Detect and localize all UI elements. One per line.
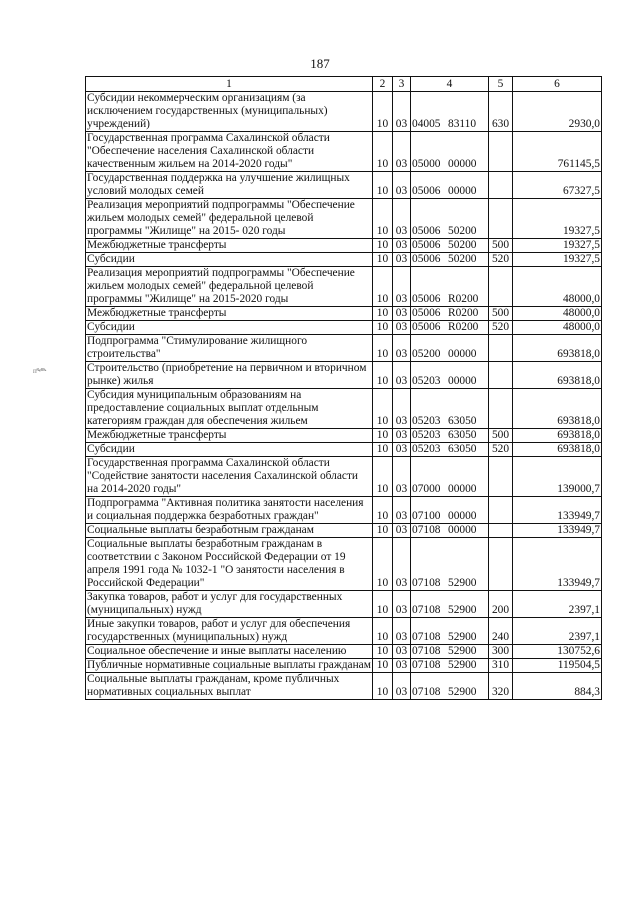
expense-type-cell: 630	[489, 92, 513, 132]
program-code: 05203	[412, 415, 441, 427]
direction-code: 52900	[448, 577, 477, 589]
program-code: 07100	[412, 510, 441, 522]
subsection-code-cell: 03	[393, 538, 411, 591]
amount-cell: 884,3	[513, 673, 602, 700]
row-name-cell: Государственная поддержка на улучшение жилищных условий молодых семей	[86, 172, 373, 199]
section-code-cell: 10	[373, 457, 393, 497]
section-code-cell: 10	[373, 321, 393, 335]
section-code-cell: 10	[373, 132, 393, 172]
subsection-code-cell: 03	[393, 524, 411, 538]
column-header: 3	[393, 77, 411, 92]
amount-cell: 2397,1	[513, 591, 602, 618]
row-name-cell: Подпрограмма "Активная политика занятости населения и социальная поддержка безработных граждан"	[86, 497, 373, 524]
table-row	[86, 497, 602, 524]
target-article-cell	[411, 239, 489, 253]
subsection-code-cell: 03	[393, 321, 411, 335]
table-row	[86, 591, 602, 618]
amount-cell: 19327,5	[513, 199, 602, 239]
section-code-cell: 10	[373, 673, 393, 700]
row-name-cell: Социальное обеспечение и иные выплаты населению	[86, 645, 373, 659]
subsection-code-cell: 03	[393, 673, 411, 700]
row-name-cell: Субсидии	[86, 443, 373, 457]
direction-code: 52900	[448, 645, 477, 657]
amount-cell: 48000,0	[513, 307, 602, 321]
subsection-code-cell: 03	[393, 457, 411, 497]
target-article-cell	[411, 267, 489, 307]
header-row	[86, 77, 602, 92]
target-article-cell	[411, 645, 489, 659]
target-article-cell	[411, 321, 489, 335]
section-code-cell: 10	[373, 591, 393, 618]
program-code: 07108	[412, 577, 441, 589]
expense-type-cell	[489, 389, 513, 429]
program-code: 05006	[412, 321, 441, 333]
section-code-cell: 10	[373, 538, 393, 591]
section-code-cell: 10	[373, 659, 393, 673]
amount-cell: 48000,0	[513, 321, 602, 335]
program-code: 05006	[412, 293, 441, 305]
section-code-cell: 10	[373, 618, 393, 645]
row-name-cell: Реализация мероприятий подпрограммы "Обеспечение жильем молодых семей" федеральной целевой программы "Жилище" на 2015-2020 годы	[86, 267, 373, 307]
program-code: 05006	[412, 253, 441, 265]
program-code: 05006	[412, 185, 441, 197]
direction-code: 63050	[448, 415, 477, 427]
section-code-cell: 10	[373, 335, 393, 362]
program-code: 05203	[412, 375, 441, 387]
amount-cell: 119504,5	[513, 659, 602, 673]
target-article-cell	[411, 307, 489, 321]
table-row	[86, 673, 602, 700]
subsection-code-cell: 03	[393, 659, 411, 673]
section-code-cell: 10	[373, 199, 393, 239]
row-name-cell: Субсидии некоммерческим организациям (за исключением государственных (муниципальных) учреждений)	[86, 92, 373, 132]
program-code: 05203	[412, 443, 441, 455]
program-code: 05006	[412, 225, 441, 237]
row-name-cell: Межбюджетные трансферты	[86, 239, 373, 253]
program-code: 07108	[412, 604, 441, 616]
row-name-cell: Государственная программа Сахалинской области "Содействие занятости населения Сахалинской области на 2014-2020 годы"	[86, 457, 373, 497]
row-name-cell: Социальные выплаты безработным гражданам	[86, 524, 373, 538]
direction-code: 00000	[448, 348, 477, 360]
row-name-cell: Субсидия муниципальным образованиям на предоставление социальных выплат отдельным категориям граждан для обеспечения жильем	[86, 389, 373, 429]
program-code: 07108	[412, 645, 441, 657]
expense-type-cell	[489, 457, 513, 497]
direction-code: 52900	[448, 631, 477, 643]
subsection-code-cell: 03	[393, 645, 411, 659]
expense-type-cell: 520	[489, 443, 513, 457]
section-code-cell: 10	[373, 429, 393, 443]
section-code-cell: 10	[373, 362, 393, 389]
expense-type-cell: 500	[489, 239, 513, 253]
row-name-cell: Социальные выплаты гражданам, кроме публичных нормативных социальных выплат	[86, 673, 373, 700]
expense-type-cell: 310	[489, 659, 513, 673]
direction-code: 00000	[448, 483, 477, 495]
target-article-cell	[411, 618, 489, 645]
table-row	[86, 335, 602, 362]
table-row	[86, 321, 602, 335]
program-code: 04005	[412, 118, 441, 130]
target-article-cell	[411, 389, 489, 429]
row-name-cell: Подпрограмма "Стимулирование жилищного строительства"	[86, 335, 373, 362]
direction-code: 63050	[448, 429, 477, 441]
subsection-code-cell: 03	[393, 132, 411, 172]
section-code-cell: 10	[373, 267, 393, 307]
amount-cell: 133949,7	[513, 497, 602, 524]
row-name-cell: Субсидии	[86, 253, 373, 267]
table-row	[86, 389, 602, 429]
section-code-cell: 10	[373, 92, 393, 132]
direction-code: 83110	[448, 118, 477, 130]
target-article-cell	[411, 253, 489, 267]
table-row	[86, 618, 602, 645]
program-code: 07108	[412, 659, 441, 671]
table-row	[86, 645, 602, 659]
row-name-cell: Реализация мероприятий подпрограммы "Обеспечение жильем молодых семей" федеральной целевой программы "Жилище" на 2015- 020 годы	[86, 199, 373, 239]
section-code-cell: 10	[373, 172, 393, 199]
target-article-cell	[411, 443, 489, 457]
amount-cell: 2397,1	[513, 618, 602, 645]
program-code: 07108	[412, 524, 441, 536]
subsection-code-cell: 03	[393, 199, 411, 239]
target-article-cell	[411, 362, 489, 389]
table-row	[86, 362, 602, 389]
direction-code: 00000	[448, 375, 477, 387]
row-name-cell: Субсидии	[86, 321, 373, 335]
target-article-cell	[411, 524, 489, 538]
amount-cell: 48000,0	[513, 267, 602, 307]
row-name-cell: Иные закупки товаров, работ и услуг для обеспечения государственных (муниципальных) нужд	[86, 618, 373, 645]
amount-cell: 133949,7	[513, 538, 602, 591]
direction-code: 00000	[448, 185, 477, 197]
expense-type-cell: 320	[489, 673, 513, 700]
amount-cell: 2930,0	[513, 92, 602, 132]
row-name-cell: Закупка товаров, работ и услуг для государственных (муниципальных) нужд	[86, 591, 373, 618]
target-article-cell	[411, 457, 489, 497]
expense-type-cell: 500	[489, 429, 513, 443]
amount-cell: 67327,5	[513, 172, 602, 199]
expense-type-cell: 500	[489, 307, 513, 321]
subsection-code-cell: 03	[393, 443, 411, 457]
amount-cell: 761145,5	[513, 132, 602, 172]
table-row	[86, 132, 602, 172]
target-article-cell	[411, 659, 489, 673]
direction-code: 50200	[448, 253, 477, 265]
target-article-cell	[411, 673, 489, 700]
target-article-cell	[411, 172, 489, 199]
target-article-cell	[411, 92, 489, 132]
subsection-code-cell: 03	[393, 429, 411, 443]
table-row	[86, 253, 602, 267]
column-header: 4	[411, 77, 489, 92]
amount-cell: 693818,0	[513, 389, 602, 429]
direction-code: 00000	[448, 510, 477, 522]
expense-type-cell	[489, 524, 513, 538]
program-code: 07000	[412, 483, 441, 495]
subsection-code-cell: 03	[393, 618, 411, 645]
target-article-cell	[411, 335, 489, 362]
direction-code: 52900	[448, 604, 477, 616]
direction-code: 52900	[448, 659, 477, 671]
expense-type-cell: 300	[489, 645, 513, 659]
amount-cell: 130752,6	[513, 645, 602, 659]
expense-type-cell: 520	[489, 321, 513, 335]
section-code-cell: 10	[373, 524, 393, 538]
column-header: 2	[373, 77, 393, 92]
table-row	[86, 172, 602, 199]
expense-type-cell: 200	[489, 591, 513, 618]
table-row	[86, 199, 602, 239]
program-code: 05000	[412, 158, 441, 170]
direction-code: 50200	[448, 225, 477, 237]
amount-cell: 139000,7	[513, 457, 602, 497]
page-number: 187	[310, 56, 330, 71]
program-code: 05203	[412, 429, 441, 441]
subsection-code-cell: 03	[393, 307, 411, 321]
subsection-code-cell: 03	[393, 253, 411, 267]
subsection-code-cell: 03	[393, 362, 411, 389]
budget-table	[85, 76, 602, 700]
scan-margin-mark: ᴨᴬᴵ‧ᵖᴿᴾᵃ·	[33, 367, 46, 375]
amount-cell: 133949,7	[513, 524, 602, 538]
expense-type-cell	[489, 172, 513, 199]
target-article-cell	[411, 132, 489, 172]
section-code-cell: 10	[373, 239, 393, 253]
column-header: 5	[489, 77, 513, 92]
table-row	[86, 239, 602, 253]
table-row	[86, 267, 602, 307]
expense-type-cell	[489, 199, 513, 239]
direction-code: 63050	[448, 443, 477, 455]
column-header: 1	[86, 77, 373, 92]
amount-cell: 693818,0	[513, 443, 602, 457]
subsection-code-cell: 03	[393, 389, 411, 429]
amount-cell: 19327,5	[513, 239, 602, 253]
direction-code: 00000	[448, 524, 477, 536]
column-header: 6	[513, 77, 602, 92]
program-code: 05006	[412, 307, 441, 319]
table-row	[86, 538, 602, 591]
row-name-cell: Публичные нормативные социальные выплаты гражданам	[87, 659, 371, 671]
target-article-cell	[411, 429, 489, 443]
expense-type-cell	[489, 362, 513, 389]
target-article-cell	[411, 538, 489, 591]
target-article-cell	[411, 591, 489, 618]
amount-cell: 693818,0	[513, 362, 602, 389]
expense-type-cell: 240	[489, 618, 513, 645]
table-row	[86, 92, 602, 132]
expense-type-cell	[489, 335, 513, 362]
subsection-code-cell: 03	[393, 172, 411, 199]
direction-code: R0200	[448, 321, 479, 333]
subsection-code-cell: 03	[393, 239, 411, 253]
program-code: 07108	[412, 686, 441, 698]
program-code: 07108	[412, 631, 441, 643]
direction-code: R0200	[448, 293, 479, 305]
direction-code: R0200	[448, 307, 479, 319]
table-row	[86, 307, 602, 321]
table-row	[86, 457, 602, 497]
row-name-cell: Межбюджетные трансферты	[86, 307, 373, 321]
subsection-code-cell: 03	[393, 267, 411, 307]
table-row	[86, 524, 602, 538]
expense-type-cell	[489, 538, 513, 591]
section-code-cell: 10	[373, 443, 393, 457]
subsection-code-cell: 03	[393, 335, 411, 362]
direction-code: 50200	[448, 239, 477, 251]
row-name-cell: Строительство (приобретение на первичном и вторичном рынке) жилья	[86, 362, 373, 389]
section-code-cell: 10	[373, 253, 393, 267]
row-name-cell: Межбюджетные трансферты	[86, 429, 373, 443]
expense-type-cell	[489, 267, 513, 307]
amount-cell: 693818,0	[513, 335, 602, 362]
subsection-code-cell: 03	[393, 591, 411, 618]
expense-type-cell	[489, 497, 513, 524]
row-name-cell: Государственная программа Сахалинской области "Обеспечение населения Сахалинской области качественным жильем на 2014-2020 годы"	[86, 132, 373, 172]
direction-code: 00000	[448, 158, 477, 170]
section-code-cell: 10	[373, 307, 393, 321]
target-article-cell	[411, 497, 489, 524]
program-code: 05006	[412, 239, 441, 251]
direction-code: 52900	[448, 686, 477, 698]
expense-type-cell	[489, 132, 513, 172]
program-code: 05200	[412, 348, 441, 360]
subsection-code-cell: 03	[393, 497, 411, 524]
table-row	[86, 443, 602, 457]
subsection-code-cell: 03	[393, 92, 411, 132]
target-article-cell	[411, 199, 489, 239]
row-name-cell: Социальные выплаты безработным гражданам в соответствии с Законом Российской Федерации от 19 апреля 1991 года № 1032-1 "О занятости населения в Российской Федерации"	[86, 538, 373, 591]
table-row	[86, 429, 602, 443]
expense-type-cell: 520	[489, 253, 513, 267]
section-code-cell: 10	[373, 389, 393, 429]
amount-cell: 19327,5	[513, 253, 602, 267]
section-code-cell: 10	[373, 497, 393, 524]
amount-cell: 693818,0	[513, 429, 602, 443]
section-code-cell: 10	[373, 645, 393, 659]
table-row	[86, 659, 602, 673]
